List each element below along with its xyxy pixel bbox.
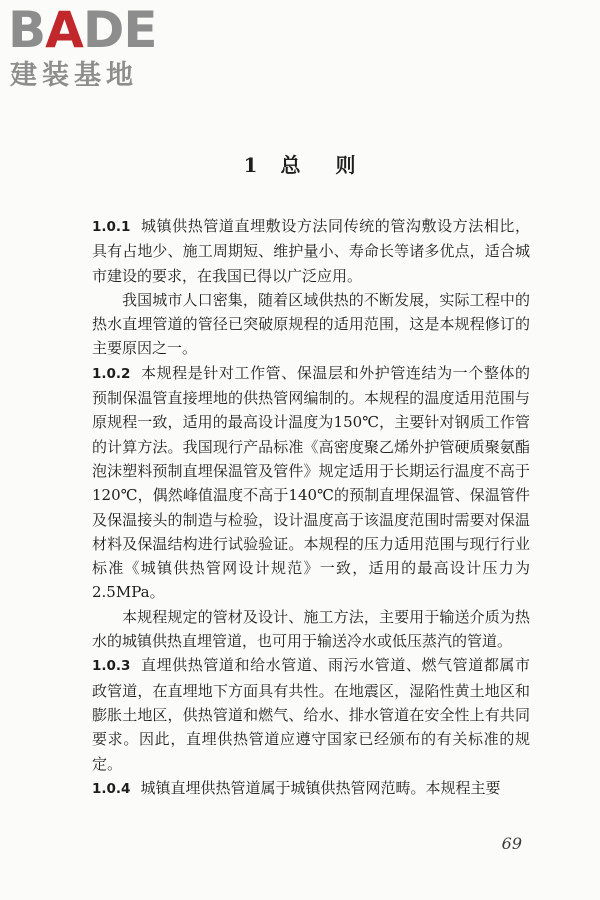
paragraph-text: 直埋供热管道和给水管道、雨污水管道、燃气管道都属市政管道，在直埋地下方面具有共性。在地震区，湿陷性黄土地区和膨胀土地区，供热管道和燃气、给水、排水管道在安全性上有共同要求。因此，直埋供热管道应遵守国家已经颁布的有关标准的规定。 xyxy=(92,656,530,773)
paragraph-clause-1-0-2 xyxy=(92,361,530,605)
paragraph-clause-1-0-3 xyxy=(92,653,530,775)
clause-number: 1.0.1 xyxy=(92,219,131,235)
paragraph-clause-1-0-4 xyxy=(92,776,530,801)
page-number: 69 xyxy=(501,834,522,853)
clause-number: 1.0.3 xyxy=(92,658,131,675)
chapter-number: 1 xyxy=(243,153,259,177)
logo-letter-a-accent: A xyxy=(45,1,83,59)
chapter-title-char-2: 则 xyxy=(335,153,357,177)
paragraph-text: 城镇供热管道直埋敷设方法同传统的管沟敷设方法相比，具有占地少、施工周期短、维护量小、寿命长等诸多优点，适合城市建设的要求，在我国已得以广泛应用。 xyxy=(92,217,530,285)
logo-letters-de: DE xyxy=(82,1,157,59)
body-text xyxy=(92,214,530,801)
paragraph: 本规程规定的管材及设计、施工方法，主要用于输送介质为热水的城镇供热直埋管道，也可用于输送冷水或低压蒸汽的管道。 xyxy=(92,607,530,651)
bade-logo xyxy=(8,1,178,96)
paragraph-text: 城镇直埋供热管道属于城镇供热管网范畴。本规程主要 xyxy=(140,778,501,797)
chapter-title-char-1: 总 xyxy=(280,153,302,177)
paragraph-text: 本规程是针对工作管、保温层和外护管连结为一个整体的预制保温管直接埋地的供热管网编制的。本规程的温度适用范围与原规程一致，适用的最高设计温度为150℃，主要针对钢质工作管的计算方法。我国现行产品标准《高密度聚乙烯外护管硬质聚氨酯泡沫塑料预制直埋保温管及管件》规定适用于长期运行温度不高于120℃，偶然峰值温度不高于140℃的预制直埋保温管、保温管件及保温接头的制造与检验，设计温度高于该温度范围时需要对保温材料及保温结构进行试验验证。本规程的压力适用范围与现行行业标准《城镇供热管网设计规范》一致，适用的最高设计压力为2.5MPa。 xyxy=(92,363,530,602)
chapter-title xyxy=(0,152,600,178)
logo-subtitle: 建装基地 xyxy=(10,60,138,91)
paragraph: 我国城市人口密集，随着区域供热的不断发展，实际工程中的热水直埋管道的管径已突破原规程的适用范围，这是本规程修订的主要原因之一。 xyxy=(92,290,530,358)
logo-letter-b: B xyxy=(8,1,46,59)
logo-wordmark xyxy=(8,1,157,59)
clause-number: 1.0.2 xyxy=(92,365,131,382)
paragraph-clause-1-0-1 xyxy=(92,214,530,288)
clause-number: 1.0.4 xyxy=(92,780,131,797)
